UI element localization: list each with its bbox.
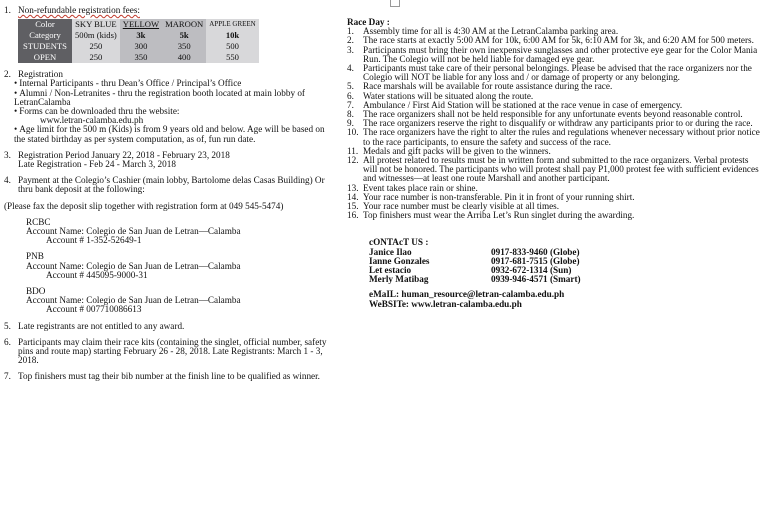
race-day-heading: Race Day : <box>347 17 390 27</box>
rule-number: 13. <box>347 182 359 193</box>
race-rules-list <box>347 27 762 220</box>
rule-number: 4. <box>347 63 354 74</box>
period-section <box>4 151 336 169</box>
fees-cell: 250 <box>72 41 120 52</box>
contact-name: Merly Matibag <box>369 274 429 285</box>
contact-list <box>369 248 762 285</box>
bullet-item: • Internal Participants - thru Dean’s Office / Principal’s Office <box>14 79 336 88</box>
fees-cell: Category <box>18 30 72 41</box>
rule-text: Your race number is non-transferable. Pin it in front of your running shirt. <box>363 191 635 202</box>
rule-number: 2. <box>347 35 354 46</box>
rule-number: 15. <box>347 201 359 212</box>
rule-number: 9. <box>347 118 354 129</box>
contact-name: Ianne Gonzales <box>369 255 430 266</box>
late-text: Late registrants are not entitled to any award. <box>18 320 185 331</box>
kits-number: 6. <box>4 336 11 347</box>
bullet-item: • Age limit for the 500 m (Kids) is from 9 years old and below. Age will be based on the stated birthday as per system computation, as of, fun run date. <box>14 125 336 143</box>
bank-pnb <box>4 252 336 280</box>
rule-text: The race organizers reserve the right to disqualify or withdraw any participants prior to or during the race. <box>363 118 753 129</box>
rule-text: The race organizers have the right to alter the rules and regulations whenever necessary without prior notice to the race participants, to ensure the safety and success of the race. <box>363 127 760 147</box>
rule-number: 1. <box>347 26 354 37</box>
bullet-item: • Forms can be downloaded thru the website: <box>14 107 336 116</box>
rule-text: The race organizers shall not be held responsible for any unfortunate events beyond reasonable control. <box>363 109 743 120</box>
rule-text: Top finishers must wear the Arriba Let’s Run singlet during the awarding. <box>363 210 635 221</box>
period-number: 3. <box>4 149 11 160</box>
contact-phone[interactable]: 0939-946-4571 (Smart) <box>491 274 581 285</box>
rule-number: 14. <box>347 191 359 202</box>
bank-rcbc <box>4 218 336 246</box>
fees-number: 1. <box>4 5 11 15</box>
list-item <box>347 156 762 184</box>
registration-heading: Registration <box>18 69 63 80</box>
rule-text: Race marshals will be available for route assistance during the race. <box>363 81 613 92</box>
contact-heading: cONTAcT US : <box>369 237 429 248</box>
contact-phone[interactable]: 0917-681-7515 (Globe) <box>491 255 580 266</box>
fees-section <box>4 6 336 15</box>
rule-number: 7. <box>347 99 354 110</box>
bank-account-name: Account Name: Colegio de San Juan de Letran—Calamba <box>26 226 241 237</box>
contact-block <box>347 238 762 308</box>
bullet-item: • Alumni / Non-Letranites - thru the registration booth located at main lobby of LetranCalamba <box>14 89 336 107</box>
finishers-number: 7. <box>4 371 11 382</box>
table-row <box>18 52 259 63</box>
contact-website[interactable]: WeBSITe: www.letran-calamba.edu.ph <box>369 298 522 309</box>
contact-email[interactable]: eMaIL: human_resource@letran-calamba.edu.ph <box>369 289 565 300</box>
list-item <box>347 211 762 220</box>
bank-name: BDO <box>26 286 46 297</box>
rule-text: Participants must bring their own inexpensive sunglasses and other protective eye gear for the Color Mania Run. The Colegio will not be held liable for damaged eye gear. <box>363 44 758 64</box>
fees-cell: 5k <box>162 30 206 41</box>
fax-note: (Please fax the deposit slip together with registration form at 049 545-5474) <box>4 200 284 211</box>
fees-table-header <box>18 19 259 30</box>
left-column <box>4 6 336 382</box>
fees-table <box>18 19 259 63</box>
kits-text: Participants may claim their race kits (containing the singlet, official number, safety pins and route map) starting February 26 - 28, 2018. Late Registrants: March 1 - 3, 2018. <box>18 336 327 366</box>
registration-website[interactable]: www.letran-calamba.edu.ph <box>40 115 144 126</box>
period-line2: Late Registration - Feb 24 - March 3, 2018 <box>18 159 176 170</box>
payment-number: 4. <box>4 175 11 186</box>
list-item <box>347 128 762 146</box>
fees-cell: STUDENTS <box>18 41 72 52</box>
bank-account-name: Account Name: Colegio de San Juan de Letran—Calamba <box>26 260 241 271</box>
bank-account-name: Account Name: Colegio de San Juan de Letran—Calamba <box>26 295 241 306</box>
contact-phone[interactable]: 0932-672-1314 (Sun) <box>491 265 572 276</box>
rule-text: Assembly time for all is 4:30 AM at the LetranCalamba parking area. <box>363 26 619 37</box>
page-top-marker <box>390 0 400 7</box>
late-section <box>4 322 336 331</box>
fees-header-cell: MAROON <box>162 19 206 30</box>
fees-header-cell: Color <box>18 19 72 30</box>
bank-account-number: Account # 1-352-52649-1 <box>46 235 142 246</box>
finishers-text: Top finishers must tag their bib number at the finish line to be qualified as winner. <box>18 371 320 382</box>
rule-number: 3. <box>347 44 354 55</box>
contact-phone[interactable]: 0917-833-9460 (Globe) <box>491 246 580 257</box>
registration-number: 2. <box>4 69 11 80</box>
rule-text: Medals and gift packs will be given to the winners. <box>363 145 551 156</box>
rule-number: 12. <box>347 155 359 166</box>
fees-cell: 3k <box>120 30 162 41</box>
fees-cell: OPEN <box>18 52 72 63</box>
late-number: 5. <box>4 320 11 331</box>
fees-cell: 500m (kids) <box>72 30 120 41</box>
right-column <box>347 18 762 309</box>
fees-cell: 350 <box>120 52 162 63</box>
fees-cell: 10k <box>206 30 258 41</box>
contact-row <box>369 275 762 284</box>
fees-cell: 400 <box>162 52 206 63</box>
list-item <box>347 46 762 64</box>
contact-name: Let estacio <box>369 265 412 276</box>
bank-name: PNB <box>26 251 44 262</box>
rule-number: 8. <box>347 109 354 120</box>
rule-number: 11. <box>347 145 359 156</box>
rule-number: 5. <box>347 81 354 92</box>
rule-text: Participants must take care of their personal belongings. Please be advised that the race organizers nor the Colegio will NOT be liable for any loss and / or damage of property or any belonging. <box>363 63 752 83</box>
rule-number: 16. <box>347 210 359 221</box>
fees-cell: 550 <box>206 52 258 63</box>
rule-number: 6. <box>347 90 354 101</box>
bank-account-number: Account # 445095-9000-31 <box>46 269 148 280</box>
table-row <box>18 30 259 41</box>
period-text <box>18 151 336 169</box>
fees-header-cell: APPLE GREEN <box>206 19 258 30</box>
finishers-section <box>4 372 336 381</box>
rule-text: The race starts at exactly 5:00 AM for 10k, 6:00 AM for 5k, 6:10 AM for 3k, and 6:20 AM for 500 meters. <box>363 35 754 46</box>
fees-cell: 250 <box>72 52 120 63</box>
payment-section <box>4 176 336 194</box>
rule-text: Water stations will be situated along the route. <box>363 90 534 101</box>
fees-cell: 350 <box>162 41 206 52</box>
fees-cell: 500 <box>206 41 258 52</box>
fees-header-cell: YELLOW <box>120 19 162 30</box>
bank-account-number: Account # 007710086613 <box>46 304 142 315</box>
table-row <box>18 41 259 52</box>
list-item <box>347 64 762 82</box>
fees-header-cell: SKY BLUE <box>72 19 120 30</box>
registration-bullets <box>4 79 336 143</box>
payment-text: Payment at the Colegio’s Cashier (main lobby, Bartolome delas Casas Building) Or thru bank deposit at the following: <box>18 175 325 195</box>
contact-name: Janice Ilao <box>369 246 412 257</box>
rule-text: Ambulance / First Aid Station will be stationed at the race venue in case of emergency. <box>363 99 683 110</box>
bank-bdo <box>4 287 336 315</box>
rule-number: 10. <box>347 127 359 138</box>
period-line1: Registration Period January 22, 2018 - February 23, 2018 <box>18 149 230 160</box>
rule-text: All protest related to results must be in written form and submitted to the race organizers. Verbal protests will not be honored. The participants who will protest shall pay P1,000 protest fee with sufficient evidences and witnesses—at least one route Marshall and another participant. <box>363 155 759 184</box>
fees-cell: 300 <box>120 41 162 52</box>
kits-section <box>4 338 336 366</box>
rule-text: Your race number must be clearly visible at all times. <box>363 201 560 212</box>
fees-heading: Non-refundable registration fees: <box>18 5 140 15</box>
bank-name: RCBC <box>26 216 51 227</box>
rule-text: Event takes place rain or shine. <box>363 182 478 193</box>
